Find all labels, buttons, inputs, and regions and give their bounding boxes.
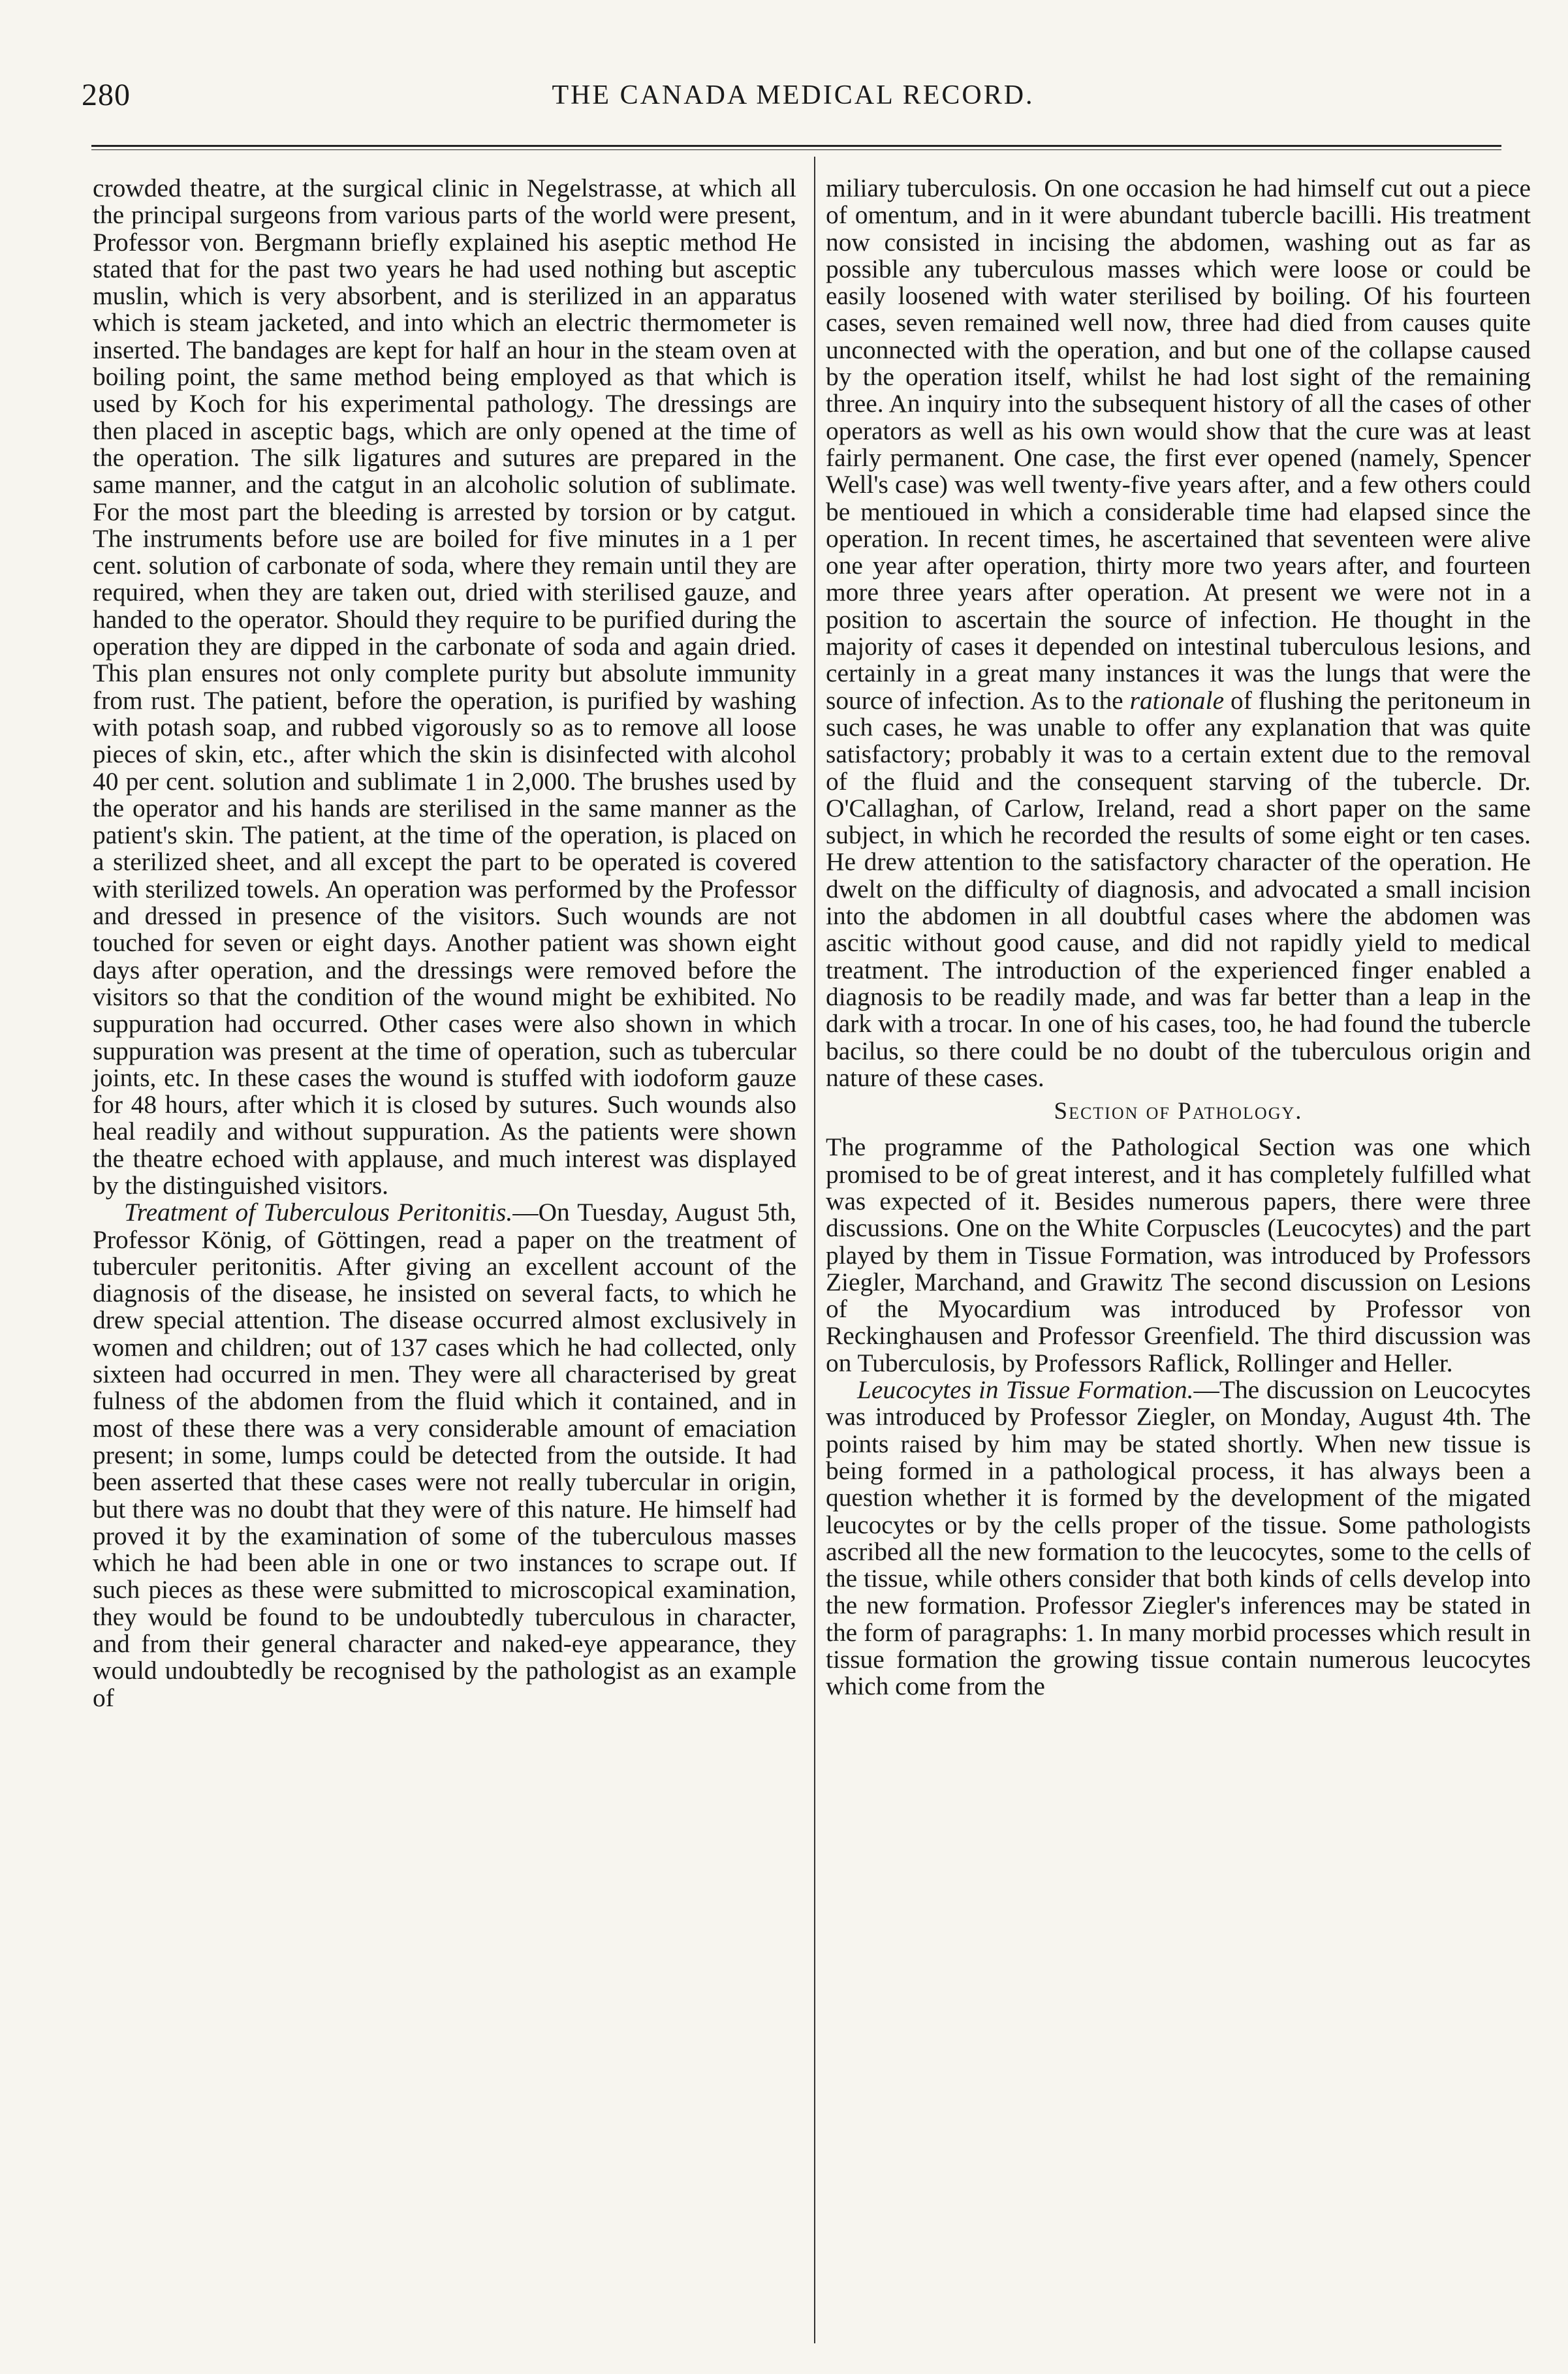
rationale-italic: rationale: [1129, 685, 1225, 715]
subheading-tuberculous-peritonitis: Treatment of Tuberculous Peritonitis.: [124, 1198, 513, 1227]
paragraph-leucocytes-body: —The discussion on Leucocytes was introduced by Professor Ziegler, on Monday, August 4th. The points raised by him may be stated shortly. When new tissue is being formed in a pathological process, it has always been a question whether it is formed by the development of the migated leucocytes or by the cells proper of the tissue. Some pathologists ascribed all the new formation to the leucocytes, some to the cells of the tissue, while others consider that both kinds of cells develop into the new formation. Professor Ziegler's inferences may be stated in the form of paragraphs: 1. In many morbid processes which result in tissue formation the growing tissue contain numerous leucocytes which come from the: [826, 1375, 1531, 1701]
right-column: [826, 175, 1531, 1700]
subheading-leucocytes: Leucocytes in Tissue Formation.: [857, 1375, 1194, 1405]
page-number: 280: [82, 78, 131, 112]
paragraph-peritonitis-continued-b: of flushing the peritoneum in such cases, he was unable to offer any explanation that was quite satisfactory; probably it was to a certain extent due to the removal of the fluid and the consequent starving of the tubercle. Dr. O'Callaghan, of Carlow, Ireland, read a short paper on the same subject, in which he recorded the results of some eight or ten cases. He drew attention to the satisfactory character of the operation. He dwelt on the difficulty of diagnosis, and advocated a small incision into the abdomen in all doubtful cases where the abdomen was ascitic without good cause, and did not rapidly yield to medical treatment. The introduction of the experienced finger enabled a diagnosis to be readily made, and was far better than a leap in the dark with a trocar. In one of his cases, too, he had found the tubercle bacilus, so there could be no doubt of the tuberculous origin and nature of these cases.: [826, 685, 1531, 1092]
running-title: THE CANADA MEDICAL RECORD.: [552, 80, 1035, 110]
paragraph-tuberculous-peritonitis: [93, 1199, 796, 1711]
paragraph-peritonitis-continued: [826, 175, 1531, 1091]
paragraph-peritonitis-continued-a: miliary tuberculosis. On one occasion he had himself cut out a piece of omentum, and in it were abundant tubercle bacilli. His treatment now consisted in incising the abdomen, washing out as far as possible any tuberculous masses which were loose or could be easily loosened with water sterilised by boiling. Of his fourteen cases, seven remained well now, three had died from causes quite unconnected with the operation, and but one of the collapse caused by the operation itself, whilst he had lost sight of the remaining three. An inquiry into the subsequent history of all the cases of other operators as well as his own would show that the cure was at least fairly permanent. One case, the first ever opened (namely, Spencer Well's case) was well twenty-five years after, and a few others could be mentioued in which a considerable time had elapsed since the operation. In recent times, he ascertained that seventeen were alive one year after operation, thirty more two years after, and fourteen more three years after operation. At present we were not in a position to ascertain the source of infection. He thought in the majority of cases it depended on intestinal tuberculous lesions, and certainly in a great many instances it was the lungs that were the source of infection. As to the: [826, 174, 1531, 715]
paragraph-tuberculous-peritonitis-body: —On Tuesday, August 5th, Professor König, of Göttingen, read a paper on the treatment of tuberculer peritonitis. After giving an excellent account of the diagnosis of the disease, he insisted on several facts, to which he drew special attention. The disease occurred almost exclusively in women and children; out of 137 cases which he had collected, only sixteen had occurred in men. They were all characterised by great fulness of the abdomen from the fluid which it contained, and in most of these there was a very considerable amount of emaciation present; in some, lumps could be detected from the outside. It had been asserted that these cases were not really tubercular in origin, but there was no doubt that they were of this nature. He himself had proved it by the examination of some of the tuberculous masses which he had been able in one or two instances to scrape out. If such pieces as these were submitted to microscopical examination, they would be found to be undoubtedly tuberculous in character, and from their general character and naked-eye appearance, they would undoubtedly be recognised by the pathologist as an example of: [93, 1198, 796, 1712]
paragraph-leucocytes: [826, 1377, 1531, 1700]
header-rule: [91, 145, 1501, 150]
column-divider: [814, 157, 815, 2343]
paragraph-pathological-section: The programme of the Pathological Section was one which promised to be of great interest, and it has completely fulfilled what was expected of it. Besides numerous papers, there were three discussions. One on the White Corpuscles (Leucocytes) and the part played by them in Tissue Formation, was introduced by Professors Ziegler, Marchand, and Grawitz The second discussion on Lesions of the Myocardium was introduced by Professor von Reckinghausen and Professor Greenfield. The third discussion was on Tuberculosis, by Professors Raflick, Rollinger and Heller.: [826, 1132, 1531, 1377]
left-column: [93, 175, 796, 1711]
page-header: [82, 77, 1505, 129]
section-heading-pathology: Section of Pathology.: [1054, 1098, 1303, 1125]
paragraph-aseptic-method: crowded theatre, at the surgical clinic in Negelstrasse, at which all the principal surgeons from various parts of the world were present, Professor von. Bergmann briefly explained his aseptic method He stated that for the past two years he had used nothing but asceptic muslin, which is very absorbent, and is sterilized in an apparatus which is steam jacketed, and into which an electric thermometer is inserted. The bandages are kept for half an hour in the steam oven at boiling point, the same method being employed as that which is used by Koch for his experimental pathology. The dressings are then placed in asceptic bags, which are only opened at the time of the operation. The silk ligatures and sutures are prepared in the same manner, and the catgut in an alcoholic solution of sublimate. For the most part the bleeding is arrested by torsion or by catgut. The instruments before use are boiled for five minutes in a 1 per cent. solution of carbonate of soda, where they remain until they are required, when they are taken out, dried with sterilised gauze, and handed to the operator. Should they require to be purified during the operation they are dipped in the carbonate of soda and again dried. This plan ensures not only complete purity but absolute immunity from rust. The patient, before the operation, is purified by washing with potash soap, and rubbed vigorously so as to remove all loose pieces of skin, etc., after which the skin is disinfected with alcohol 40 per cent. solution and sublimate 1 in 2,000. The brushes used by the operator and his hands are sterilised in the same manner as the patient's skin. The patient, at the time of the operation, is placed on a sterilized sheet, and all except the part to be operated is covered with sterilized towels. An operation was performed by the Professor and dressed in presence of the visitors. Such wounds are not touched for seven or eight days. Another patient was shown eight days after operation, and the dressings were removed before the visitors so that the condition of the wound might be exhibited. No suppuration had occurred. Other cases were also shown in which suppuration was present at the time of operation, such as tubercular joints, etc. In these cases the wound is stuffed with iodoform gauze for 48 hours, after which it is closed by sutures. Such wounds also heal readily and without suppuration. As the patients were shown the theatre echoed with applause, and much interest was displayed by the distinguished visitors.: [93, 174, 796, 1200]
